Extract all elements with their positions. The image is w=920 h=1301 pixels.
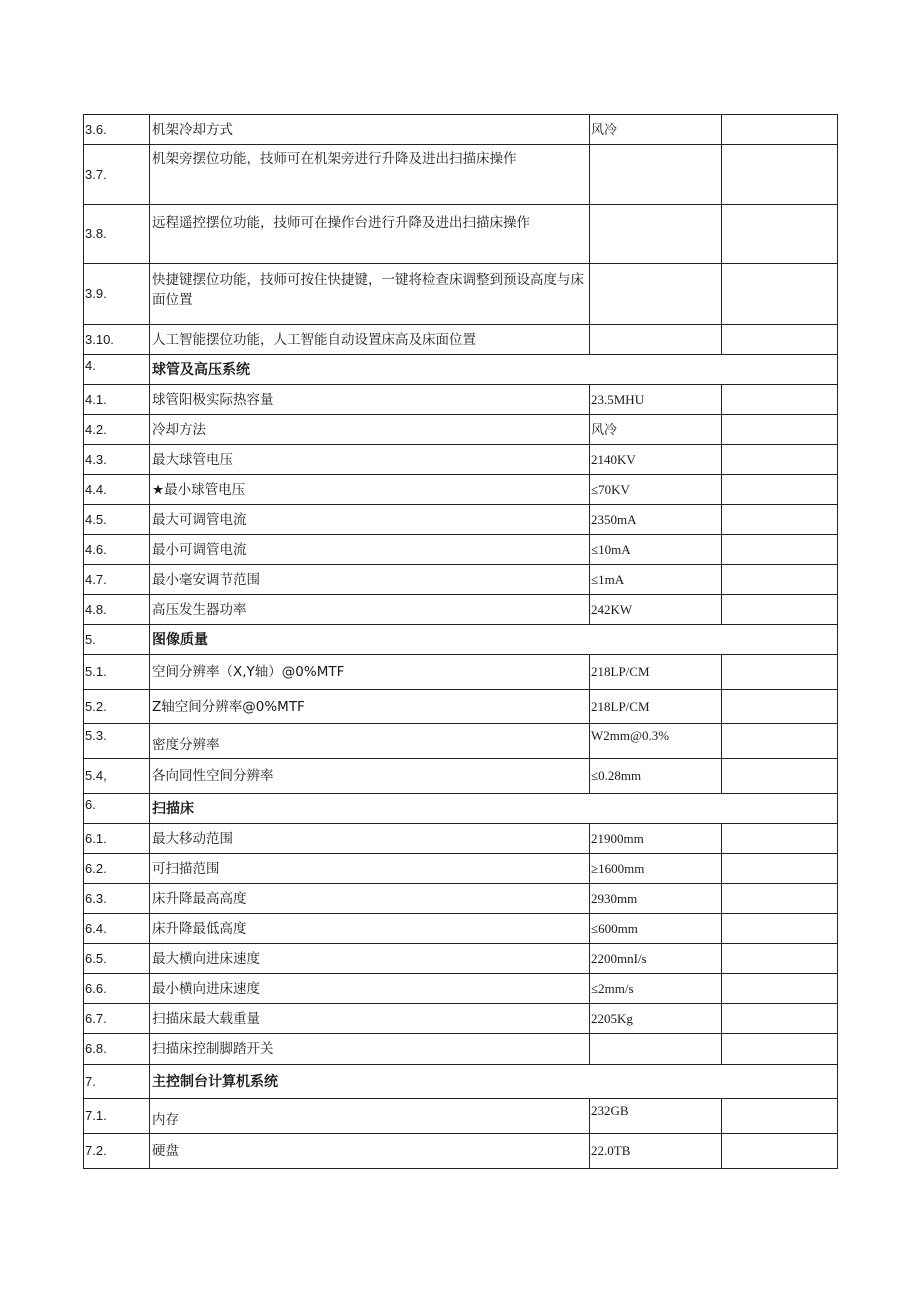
section-number: 5. — [84, 625, 150, 655]
table-row — [84, 145, 838, 205]
row-value: ≥1600mm — [590, 854, 722, 884]
row-item: 可扫描范围 — [150, 854, 590, 884]
row-remark — [722, 1034, 838, 1065]
row-item: 快捷键摆位功能，技师可按住快捷键，一键将检查床调整到预设高度与床面位置 — [150, 264, 590, 325]
row-number: 4.3. — [84, 445, 150, 475]
row-item: 空间分辨率（X,Y轴）@0%MTF — [150, 655, 590, 690]
row-value: 2140KV — [590, 445, 722, 475]
table-row — [84, 1034, 838, 1065]
row-remark — [722, 325, 838, 355]
row-number: 5.4, — [84, 759, 150, 794]
row-number: 6.2. — [84, 854, 150, 884]
row-remark — [722, 565, 838, 595]
row-value: ≤2mm/s — [590, 974, 722, 1004]
table-row — [84, 595, 838, 625]
table-row — [84, 445, 838, 475]
row-number: 4.1. — [84, 385, 150, 415]
row-value: 风冷 — [590, 415, 722, 445]
row-remark — [722, 1099, 838, 1134]
row-item: 远程遥控摆位功能，技师可在操作台进行升降及进出扫描床操作 — [150, 205, 590, 264]
row-number: 6.3. — [84, 884, 150, 914]
row-remark — [722, 884, 838, 914]
row-item: 高压发生器功率 — [150, 595, 590, 625]
row-item: 硬盘 — [150, 1134, 590, 1169]
section-number: 7. — [84, 1065, 150, 1099]
row-value: 21900mm — [590, 824, 722, 854]
spec-table — [83, 114, 838, 1169]
row-item: 机架冷却方式 — [150, 115, 590, 145]
row-item: 内存 — [150, 1099, 590, 1134]
row-value: ≤600mm — [590, 914, 722, 944]
row-remark — [722, 690, 838, 724]
row-item: 扫描床最大载重量 — [150, 1004, 590, 1034]
table-row — [84, 475, 838, 505]
row-value: 232GB — [590, 1099, 722, 1134]
table-row — [84, 884, 838, 914]
row-item: ★最小球管电压 — [150, 475, 590, 505]
table-row — [84, 565, 838, 595]
row-item: 最大横向进床速度 — [150, 944, 590, 974]
table-row — [84, 824, 838, 854]
row-number: 3.6. — [84, 115, 150, 145]
section-header-row — [84, 355, 838, 385]
section-title: 球管及高压系统 — [150, 355, 838, 385]
row-value: W2mm@0.3% — [590, 724, 722, 759]
row-remark — [722, 759, 838, 794]
row-value — [590, 1034, 722, 1065]
row-remark — [722, 974, 838, 1004]
row-item: 最小可调管电流 — [150, 535, 590, 565]
table-row — [84, 854, 838, 884]
row-number: 6.7. — [84, 1004, 150, 1034]
table-row — [84, 655, 838, 690]
row-number: 3.10. — [84, 325, 150, 355]
row-value — [590, 264, 722, 325]
table-row — [84, 385, 838, 415]
row-item: 床升降最高高度 — [150, 884, 590, 914]
section-number: 4. — [84, 355, 150, 385]
row-remark — [722, 415, 838, 445]
section-header-row — [84, 625, 838, 655]
table-row — [84, 914, 838, 944]
row-number: 6.6. — [84, 974, 150, 1004]
row-number: 5.1. — [84, 655, 150, 690]
row-number: 3.8. — [84, 205, 150, 264]
row-remark — [722, 854, 838, 884]
row-remark — [722, 595, 838, 625]
table-row — [84, 115, 838, 145]
row-value — [590, 145, 722, 205]
row-number: 7.1. — [84, 1099, 150, 1134]
table-row — [84, 690, 838, 724]
row-item: 扫描床控制脚踏开关 — [150, 1034, 590, 1065]
table-row — [84, 535, 838, 565]
row-value: 2930mm — [590, 884, 722, 914]
row-value: 2205Kg — [590, 1004, 722, 1034]
row-item: 人工智能摆位功能，人工智能自动设置床高及床面位置 — [150, 325, 590, 355]
table-row — [84, 1134, 838, 1169]
row-remark — [722, 535, 838, 565]
table-row — [84, 724, 838, 759]
row-number: 6.1. — [84, 824, 150, 854]
row-item: 床升降最低高度 — [150, 914, 590, 944]
row-remark — [722, 824, 838, 854]
row-number: 4.4. — [84, 475, 150, 505]
row-value: 23.5MHU — [590, 385, 722, 415]
row-remark — [722, 944, 838, 974]
row-value: ≤70KV — [590, 475, 722, 505]
row-value — [590, 325, 722, 355]
row-value: ≤1mA — [590, 565, 722, 595]
row-item: 机架旁摆位功能，技师可在机架旁进行升降及进出扫描床操作 — [150, 145, 590, 205]
row-remark — [722, 385, 838, 415]
row-remark — [722, 445, 838, 475]
row-item: 各向同性空间分辨率 — [150, 759, 590, 794]
row-value: ≤10mA — [590, 535, 722, 565]
table-row — [84, 325, 838, 355]
row-number: 4.7. — [84, 565, 150, 595]
section-title: 图像质量 — [150, 625, 838, 655]
row-item: 最大移动范围 — [150, 824, 590, 854]
table-row — [84, 205, 838, 264]
row-number: 6.8. — [84, 1034, 150, 1065]
table-row — [84, 1099, 838, 1134]
table-row — [84, 264, 838, 325]
section-number: 6. — [84, 794, 150, 824]
section-title: 扫描床 — [150, 794, 838, 824]
row-remark — [722, 655, 838, 690]
row-number: 7.2. — [84, 1134, 150, 1169]
section-title: 主控制台计算机系统 — [150, 1065, 838, 1099]
table-row — [84, 1004, 838, 1034]
row-item: 球管阳极实际热容量 — [150, 385, 590, 415]
table-row — [84, 415, 838, 445]
row-value: 218LP/CM — [590, 655, 722, 690]
row-number: 4.8. — [84, 595, 150, 625]
table-row — [84, 759, 838, 794]
row-number: 3.9. — [84, 264, 150, 325]
row-item: 冷却方法 — [150, 415, 590, 445]
row-remark — [722, 205, 838, 264]
row-number: 5.3. — [84, 724, 150, 759]
row-number: 6.4. — [84, 914, 150, 944]
row-number: 6.5. — [84, 944, 150, 974]
row-remark — [722, 1134, 838, 1169]
row-value: ≤0.28mm — [590, 759, 722, 794]
row-item: 最大可调管电流 — [150, 505, 590, 535]
row-value: 2350mA — [590, 505, 722, 535]
row-number: 4.2. — [84, 415, 150, 445]
row-remark — [722, 1004, 838, 1034]
row-number: 3.7. — [84, 145, 150, 205]
row-item: 最大球管电压 — [150, 445, 590, 475]
row-value: 218LP/CM — [590, 690, 722, 724]
row-remark — [722, 145, 838, 205]
table-row — [84, 974, 838, 1004]
row-number: 4.6. — [84, 535, 150, 565]
section-header-row — [84, 1065, 838, 1099]
table-row — [84, 505, 838, 535]
row-item: 密度分辨率 — [150, 724, 590, 759]
row-remark — [722, 264, 838, 325]
row-remark — [722, 724, 838, 759]
row-remark — [722, 505, 838, 535]
section-header-row — [84, 794, 838, 824]
row-value: 风冷 — [590, 115, 722, 145]
row-value: 2200mnI/s — [590, 944, 722, 974]
row-value: 242KW — [590, 595, 722, 625]
row-remark — [722, 475, 838, 505]
row-number: 5.2. — [84, 690, 150, 724]
row-item: 最小横向进床速度 — [150, 974, 590, 1004]
row-value: 22.0TB — [590, 1134, 722, 1169]
row-item: 最小毫安调节范围 — [150, 565, 590, 595]
row-number: 4.5. — [84, 505, 150, 535]
row-remark — [722, 914, 838, 944]
row-value — [590, 205, 722, 264]
row-remark — [722, 115, 838, 145]
row-item: Z轴空间分辨率@0%MTF — [150, 690, 590, 724]
table-row — [84, 944, 838, 974]
